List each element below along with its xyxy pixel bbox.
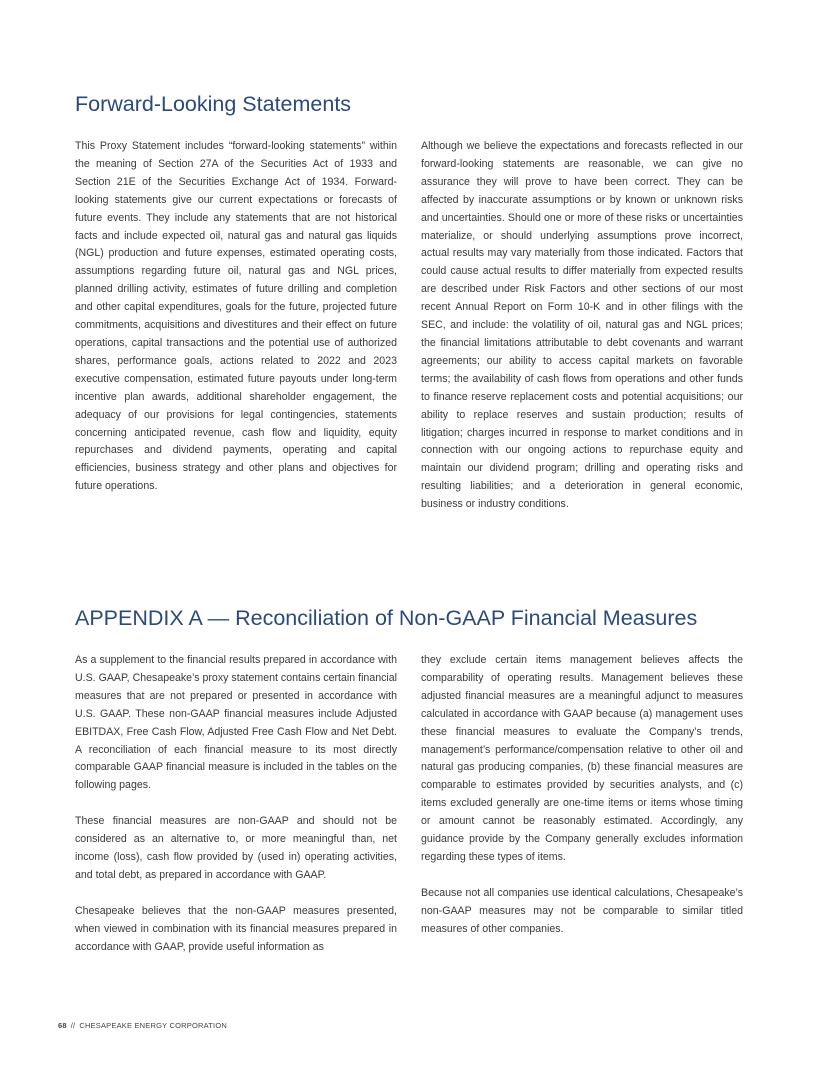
company-name: CHESAPEAKE ENERGY CORPORATION bbox=[79, 1021, 227, 1030]
left-column bbox=[75, 138, 397, 532]
two-column-body bbox=[75, 652, 743, 975]
paragraph: Because not all companies use identical calculations, Chesapeake’s non-GAAP measures may not be comparable to similar titled measures of other companies. bbox=[421, 886, 743, 935]
two-column-body bbox=[75, 138, 743, 532]
page-footer bbox=[58, 1021, 227, 1030]
right-column bbox=[421, 652, 743, 975]
page-number: 68 bbox=[58, 1021, 67, 1030]
paragraph: These financial measures are non-GAAP and should not be considered as an alternative to, or more meaningful than, net income (loss), cash flow provided by (used in) operating activities, and total debt, as prepared in accordance with GAAP. bbox=[75, 815, 397, 881]
paragraph: Although we believe the expectations and forecasts reflected in our forward-looking statements are reasonable, we can give no assurance they will prove to have been correct. They can be affected by inaccurate assumptions or by known or unknown risks and uncertainties. Should one or more of these risks or uncertainties materialize, or should underlying assumptions prove incorrect, actual results may vary materially from those indicated. Factors that could cause actual results to differ materially from expected results are described under Risk Factors and other sections of our most recent Annual Report on Form 10-K and in other filings with the SEC, and include: the volatility of oil, natural gas and NGL prices; the financial limitations attributable to debt covenants and warrant agreements; our ability to access capital markets on favorable terms; the availability of cash flows from operations and other funds to finance reserve replacement costs and potential acquisitions; our ability to replace reserves and sustain production; results of litigation; charges incurred in response to market conditions and in connection with our ongoing actions to repurchase equity and maintain our dividend program; drilling and operating risks and resulting liabilities; and a deterioration in general economic, business or industry conditions. bbox=[421, 140, 743, 511]
paragraph: Chesapeake believes that the non-GAAP measures presented, when viewed in combination with its financial measures prepared in accordance with GAAP, provide useful information as bbox=[75, 904, 397, 953]
paragraph: As a supplement to the financial results prepared in accordance with U.S. GAAP, Chesapeake’s proxy statement contains certain financial measures that are not prepared or presented in accordance with U.S. GAAP. These non-GAAP financial measures include Adjusted EBITDAX, Free Cash Flow, Adjusted Free Cash Flow and Net Debt. A reconciliation of each financial measure to its most directly comparable GAAP financial measure is included in the tables on the following pages. bbox=[75, 654, 397, 792]
section-title: Forward-Looking Statements bbox=[75, 92, 352, 116]
footer-separator: // bbox=[70, 1021, 76, 1030]
left-column bbox=[75, 652, 397, 975]
right-column bbox=[421, 138, 743, 532]
forward-looking-section bbox=[75, 90, 743, 532]
paragraph: they exclude certain items management believes affects the comparability of operating results. Management believes these adjusted financial measures are a meaningful adjunct to measures calculated in accordance with GAAP because (a) management uses these financial measures to evaluate the Company’s trends, management’s performance/compensation relative to other oil and natural gas producing companies, (b) these financial measures are comparable to estimates provided by securities analysts, and (c) items excluded generally are one-time items or items whose timing or amount cannot be reasonably estimated. Accordingly, any guidance provide by the Company generally excludes information regarding these types of items. bbox=[421, 654, 743, 863]
section-title: APPENDIX A — Reconciliation of Non-GAAP Financial Measures bbox=[75, 606, 698, 630]
paragraph: This Proxy Statement includes “forward-looking statements” within the meaning of Section 27A of the Securities Act of 1933 and Section 21E of the Securities Exchange Act of 1934. Forward-looking statements give our current expectations or forecasts of future events. They include any statements that are not historical facts and include expected oil, natural gas and natural gas liquids (NGL) production and future expenses, estimated operating costs, assumptions regarding future oil, natural gas and NGL prices, planned drilling activity, estimates of future drilling and completion and other capital expenditures, goals for the future, projected future commitments, acquisitions and divestitures and their effect on future operations, capital transactions and the potential use of authorized shares, performance goals, actions related to 2022 and 2023 executive compensation, estimated future payouts under long-term incentive plan awards, additional shareholder engagement, the adequacy of our provisions for legal contingencies, statements concerning anticipated revenue, cash flow and liquidity, equity repurchases and dividend payments, operating and capital efficiencies, business strategy and other plans and objectives for future operations. bbox=[75, 140, 397, 493]
appendix-a-section bbox=[75, 604, 743, 975]
